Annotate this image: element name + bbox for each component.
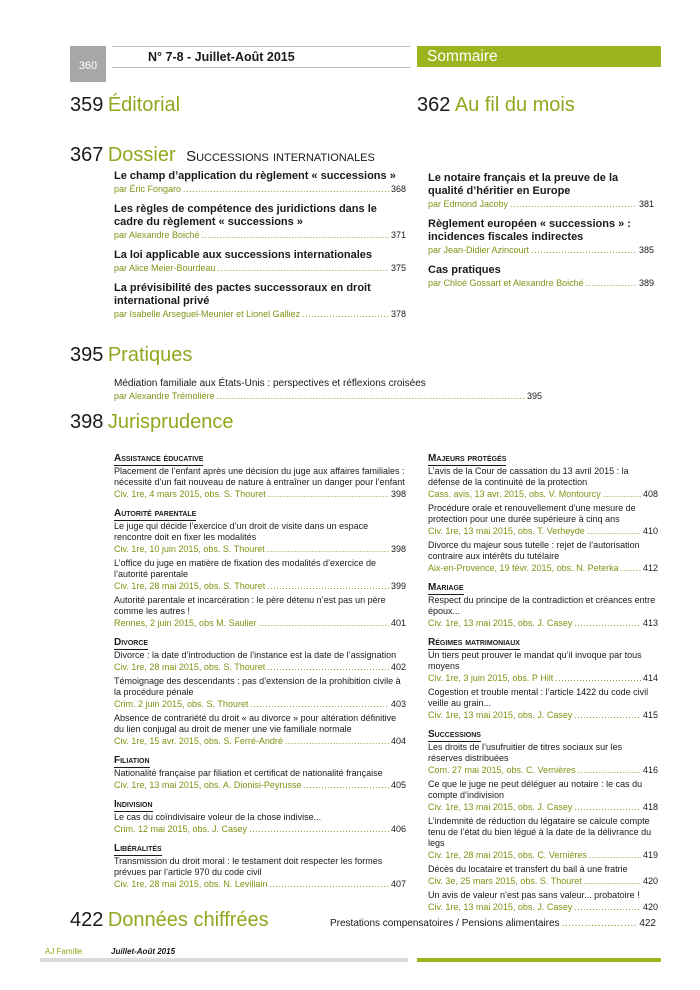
article-title[interactable]: Médiation familiale aux États-Unis : perspectives et réflexions croisées — [114, 378, 426, 389]
pratiques-number: 395 — [70, 344, 104, 366]
editorial-title: Éditorial — [107, 94, 181, 116]
editorial-heading — [70, 94, 180, 117]
juris-category: Divorce — [114, 637, 149, 648]
juris-category: Majeurs protégés — [428, 453, 507, 464]
article-author: par Chloé Gossart et Alexandre Boiché — [428, 278, 584, 288]
dossier-article — [428, 264, 654, 289]
juris-text[interactable]: Divorce du majeur sous tutelle : rejet de l’autorisation contraire aux intérêts du tutélaire — [428, 540, 640, 561]
juris-entry — [114, 768, 406, 791]
footer-divider-right — [417, 958, 661, 962]
juris-ref-line — [428, 562, 658, 574]
juris-ref: Civ. 1re, 13 mai 2015, obs. T. Verheyde — [428, 526, 585, 536]
juris-page: 405 — [390, 780, 406, 790]
juris-text[interactable]: Ce que le juge ne peut déléguer au notaire : le cas du compte d’indivision — [428, 779, 643, 800]
article-author: par Alexandre Boiché — [114, 230, 200, 240]
juris-ref: Civ. 1re, 13 mai 2015, obs. J. Casey — [428, 902, 573, 912]
juris-entry — [428, 864, 658, 887]
juris-text[interactable]: Décès du locataire et transfert du bail à une fratrie — [428, 864, 628, 874]
juris-ref: Civ. 3e, 25 mars 2015, obs. S. Thouret — [428, 876, 582, 886]
article-author: par Isabelle Arseguel-Meunier et Lionel Galliez — [114, 309, 301, 319]
article-title[interactable]: La loi applicable aux successions internationales — [114, 249, 372, 261]
donnees-number: 422 — [70, 909, 104, 931]
juris-entry — [114, 676, 406, 710]
juris-category: Filiation — [114, 755, 150, 766]
juris-page: 398 — [390, 489, 406, 499]
juris-page: 403 — [390, 699, 406, 709]
donnees-title: Données chiffrées — [107, 909, 269, 931]
juris-category-group — [428, 577, 658, 629]
dossier-article — [114, 282, 406, 320]
donnees-heading — [70, 909, 269, 932]
juris-ref: Civ. 1re, 13 mai 2015, obs. J. Casey — [428, 802, 573, 812]
juris-page: 419 — [642, 850, 658, 860]
article-author-line — [428, 277, 654, 289]
article-author-line — [114, 229, 406, 241]
juris-ref: Civ. 1re, 28 mai 2015, obs. C. Vernières — [428, 850, 587, 860]
juris-entry — [114, 713, 406, 747]
juris-ref-line — [114, 698, 406, 710]
juris-text[interactable]: Absence de contrariété du droit « au divorce » pour altération définitive du lien conjugal au droit de mener une vie familiale normale — [114, 713, 397, 734]
editorial-number: 359 — [70, 94, 104, 116]
juris-category-group — [428, 632, 658, 721]
jurisprudence-left-column — [114, 448, 406, 890]
article-title[interactable]: Le notaire français et la preuve de la qualité d’héritier en Europe — [428, 172, 619, 197]
juris-category-group — [428, 448, 658, 574]
juris-page: 414 — [642, 673, 658, 683]
juris-category-group — [114, 750, 406, 791]
juris-ref-line — [428, 875, 658, 887]
juris-text[interactable]: L’avis de la Cour de cassation du 13 avril 2015 : la défense de la continuité de la protection — [428, 466, 629, 487]
juris-ref: Aix-en-Provence, 19 févr. 2015, obs. N. Peterka — [428, 563, 619, 573]
article-author-line — [114, 390, 542, 402]
jurisprudence-right-column — [428, 448, 658, 913]
juris-category: Successions — [428, 729, 481, 740]
dossier-article — [428, 172, 654, 210]
juris-page: 410 — [642, 526, 658, 536]
article-author: par Jean-Didier Azincourt — [428, 245, 530, 255]
juris-text[interactable]: Divorce : la date d’introduction de l’instance est la date de l’assignation — [114, 650, 397, 660]
juris-ref-line — [428, 488, 658, 500]
dossier-right-column — [428, 172, 654, 289]
article-title[interactable]: Prestations compensatoires / Pensions alimentaires — [330, 918, 560, 929]
juris-text[interactable]: Cogestion et trouble mental : l’article 1422 du code civil veille au grain... — [428, 687, 649, 708]
juris-entry — [114, 650, 406, 673]
juris-text[interactable]: Respect du principe de la contradiction et créances entre époux... — [428, 595, 656, 616]
juris-entry — [114, 466, 406, 500]
juris-ref-line — [114, 580, 406, 592]
juris-category-group — [114, 838, 406, 890]
juris-ref-line — [428, 709, 658, 721]
footer-journal-name: AJ Famille — [45, 947, 83, 956]
juris-text[interactable]: Témoignage des descendants : pas d’extension de la prohibition civile à la procédure pénale — [114, 676, 401, 697]
juris-page: 420 — [642, 902, 658, 912]
juris-ref: Civ. 1re, 4 mars 2015, obs. S. Thouret — [114, 489, 266, 499]
juris-entry — [428, 540, 658, 574]
juris-ref: Civ. 1re, 28 mai 2015, obs. S. Thouret — [114, 581, 266, 591]
juris-ref-line — [428, 525, 658, 537]
juris-ref-line — [114, 779, 406, 791]
juris-entry — [428, 687, 658, 721]
juris-page: 412 — [642, 563, 658, 573]
pratiques-heading — [70, 344, 192, 367]
juris-category: Mariage — [428, 582, 464, 593]
article-author-line — [114, 262, 406, 274]
fil-heading — [417, 94, 575, 117]
juris-entry — [428, 742, 658, 776]
dossier-article — [114, 249, 406, 274]
article-author-line — [114, 183, 406, 195]
juris-ref-line — [114, 823, 406, 835]
juris-page: 420 — [642, 876, 658, 886]
juris-entry — [428, 779, 658, 813]
juris-page: 404 — [390, 736, 406, 746]
article-author: par Éric Fongaro — [114, 184, 182, 194]
juris-category: Indivision — [114, 799, 153, 810]
juris-text[interactable]: Transmission du droit moral : le testament doit respecter les formes prévues par l’article 970 du code civil — [114, 856, 383, 877]
juris-ref: Civ. 1re, 3 juin 2015, obs. P Hilt — [428, 673, 554, 683]
juris-ref: Civ. 1re, 28 mai 2015, obs. N. Levillain — [114, 879, 268, 889]
article-author: par Alexandre Trémolière — [114, 391, 215, 401]
fil-title: Au fil du mois — [454, 94, 575, 116]
juris-ref: Crim. 12 mai 2015, obs. J. Casey — [114, 824, 248, 834]
article-title[interactable]: Les règles de compétence des juridictions dans le cadre du règlement « successions » — [114, 203, 377, 228]
juris-text[interactable]: Un tiers peut prouver le mandat qu’il invoque par tous moyens — [428, 650, 642, 671]
juris-text[interactable]: Le cas du coïndivisaire voleur de la chose indivise... — [114, 812, 322, 822]
juris-category-group — [114, 503, 406, 629]
juris-category: Régimes matrimoniaux — [428, 637, 520, 648]
juris-ref: Crim. 2 juin 2015, obs. S. Thouret — [114, 699, 249, 709]
juris-category-group — [428, 724, 658, 913]
sommaire-label: Sommaire — [417, 46, 661, 67]
juris-page: 406 — [390, 824, 406, 834]
juris-category: Autorité parentale — [114, 508, 197, 519]
juris-entry — [114, 812, 406, 835]
juris-ref-line — [114, 735, 406, 747]
article-title[interactable]: La prévisibilité des pactes successoraux en droit international privé — [114, 282, 371, 307]
article-page: 385 — [638, 245, 654, 255]
dossier-article — [114, 203, 406, 241]
fil-number: 362 — [417, 94, 451, 116]
juris-ref-line — [114, 661, 406, 673]
juris-entry — [428, 595, 658, 629]
pratiques-article — [114, 378, 542, 402]
juris-page: 418 — [642, 802, 658, 812]
juris-category: Assistance éducative — [114, 453, 204, 464]
juris-entry — [114, 558, 406, 592]
juris-page: 413 — [642, 618, 658, 628]
dossier-heading — [70, 144, 375, 167]
dossier-number: 367 — [70, 144, 104, 166]
juris-ref: Civ. 1re, 13 mai 2015, obs. J. Casey — [428, 710, 573, 720]
article-page: 395 — [526, 391, 542, 401]
juris-ref: Com. 27 mai 2015, obs. C. Vernières — [428, 765, 576, 775]
jurisprudence-number: 398 — [70, 411, 104, 433]
article-page: 381 — [638, 199, 654, 209]
juris-ref: Civ. 1re, 13 mai 2015, obs. A. Dionisi-Peyrusse — [114, 780, 302, 790]
article-author-line — [428, 244, 654, 256]
article-title[interactable]: Règlement européen « successions » : incidences fiscales indirectes — [428, 218, 631, 243]
juris-page: 407 — [390, 879, 406, 889]
juris-entry — [114, 521, 406, 555]
page-number: 360 — [70, 46, 106, 82]
juris-ref-line — [428, 672, 658, 684]
juris-entry — [428, 816, 658, 861]
juris-text[interactable]: Placement de l’enfant après une décision du juge aux affaires familiales : nécessité d’un fait nouveau de nature à entraîner un danger pour l’enfant — [114, 466, 405, 487]
article-page: 368 — [390, 184, 406, 194]
article-title[interactable]: Cas pratiques — [428, 264, 501, 276]
juris-ref: Civ. 1re, 15 avr. 2015, obs. S. Ferré-André — [114, 736, 283, 746]
juris-entry — [428, 890, 658, 913]
juris-category: Libéralités — [114, 843, 162, 854]
juris-text[interactable]: Un avis de valeur n’est pas sans valeur... probatoire ! — [428, 890, 640, 900]
juris-ref: Civ. 1re, 28 mai 2015, obs. S. Thouret — [114, 662, 266, 672]
juris-entry — [428, 503, 658, 537]
juris-text[interactable]: Nationalité française par filiation et certificat de nationalité française — [114, 768, 383, 778]
issue-label: N° 7-8 - Juillet-Août 2015 — [148, 50, 295, 64]
article-title[interactable]: Le champ d’application du règlement « successions » — [114, 170, 396, 182]
footer-date: Juillet-Août 2015 — [111, 947, 176, 956]
juris-text[interactable]: Procédure orale et renouvellement d’une mesure de protection pour une durée supérieure à cinq ans — [428, 503, 636, 524]
juris-page: 415 — [642, 710, 658, 720]
juris-entry — [428, 650, 658, 684]
juris-text[interactable]: L’indemnité de réduction du légataire se calcule compte tenu de l’état du bien légué à la date de la délivrance du legs — [428, 816, 652, 848]
donnees-article-line — [330, 918, 656, 929]
article-page: 375 — [390, 263, 406, 273]
article-page: 422 — [639, 918, 656, 929]
juris-page: 408 — [642, 489, 658, 499]
juris-ref-line — [428, 801, 658, 813]
juris-ref-line — [428, 901, 658, 913]
juris-ref-line — [114, 488, 406, 500]
juris-ref: Rennes, 2 juin 2015, obs M. Saulier — [114, 618, 257, 628]
juris-ref-line — [428, 764, 658, 776]
pratiques-title: Pratiques — [107, 344, 193, 366]
jurisprudence-heading — [70, 411, 233, 434]
juris-text[interactable]: Autorité parentale et incarcération : le père détenu n’est pas un père comme les autres ! — [114, 595, 386, 616]
footer-divider-left — [40, 958, 408, 962]
juris-entry — [428, 466, 658, 500]
juris-text[interactable]: Le juge qui décide l’exercice d’un droit de visite dans un espace rencontre doit en fixer les modalités — [114, 521, 369, 542]
article-page: 389 — [638, 278, 654, 288]
juris-ref: Civ. 1re, 10 juin 2015, obs. S. Thouret — [114, 544, 265, 554]
juris-page: 398 — [390, 544, 406, 554]
dossier-title: Dossier — [107, 144, 176, 166]
dossier-article — [114, 170, 406, 195]
article-author-line — [428, 198, 654, 210]
juris-category-group — [114, 448, 406, 500]
juris-text[interactable]: Les droits de l’usufruitier de titres sociaux sur les réserves distribuées — [428, 742, 623, 763]
article-page: 378 — [390, 309, 406, 319]
juris-entry — [114, 595, 406, 629]
juris-ref-line — [428, 849, 658, 861]
juris-ref-line — [114, 543, 406, 555]
juris-ref-line — [428, 617, 658, 629]
juris-page: 402 — [390, 662, 406, 672]
dossier-left-column — [114, 170, 406, 320]
juris-category-group — [114, 632, 406, 747]
juris-page: 399 — [390, 581, 406, 591]
juris-ref: Cass. avis, 13 avr. 2015, obs. V. Montourcy — [428, 489, 601, 499]
juris-category-group — [114, 794, 406, 835]
juris-entry — [114, 856, 406, 890]
juris-ref-line — [114, 878, 406, 890]
juris-text[interactable]: L’office du juge en matière de fixation des modalités d’exercice de l’autorité parentale — [114, 558, 376, 579]
dossier-subtitle: Successions internationales — [186, 148, 375, 165]
jurisprudence-title: Jurisprudence — [107, 411, 234, 433]
article-author: par Alice Meier-Bourdeau — [114, 263, 216, 273]
article-author-line — [114, 308, 406, 320]
article-page: 371 — [390, 230, 406, 240]
juris-ref-line — [114, 617, 406, 629]
article-author: par Edmond Jacoby — [428, 199, 509, 209]
juris-page: 416 — [642, 765, 658, 775]
juris-page: 401 — [390, 618, 406, 628]
juris-ref: Civ. 1re, 13 mai 2015, obs. J. Casey — [428, 618, 573, 628]
dossier-article — [428, 218, 654, 256]
